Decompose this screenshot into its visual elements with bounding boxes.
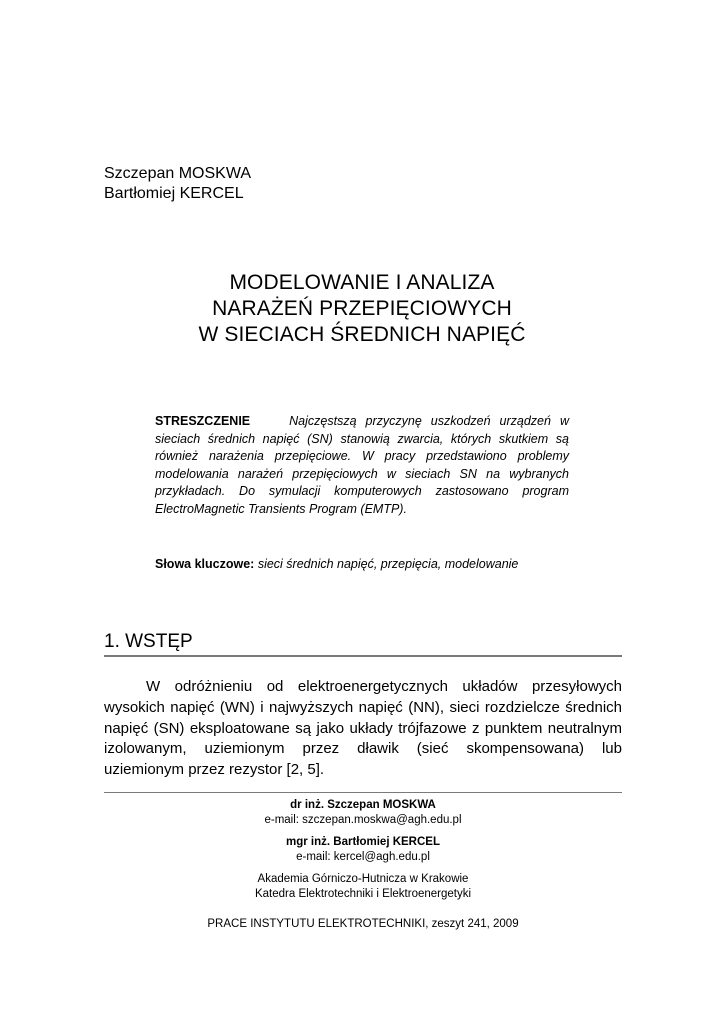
footnote-divider	[104, 792, 622, 793]
affiliation-author-name: mgr inż. Bartłomiej KERCEL	[286, 836, 440, 848]
author-name: Bartłomiej KERCEL	[104, 185, 244, 202]
section-heading: 1. WSTĘP	[104, 631, 193, 652]
title-line: W SIECIACH ŚREDNICH NAPIĘĆ	[198, 323, 526, 346]
journal-citation: PRACE INSTYTUTU ELEKTROTECHNIKI, zeszyt 241, 2009	[207, 918, 519, 930]
abstract-text: Najczęstszą przyczynę uszkodzeń urządzeń w sieciach średnich napięć (SN) stanowią zwarcia, których skutkiem są również narażenia przepięciowe. W pracy przedstawiono problemy modelowania narażeń przepięciowych w sieciach SN na wybranych przykładach. Do symulacji komputerowych zastosowano program ElectroMagnetic Transients Program (EMTP).	[155, 414, 569, 516]
keywords-text: sieci średnich napięć, przepięcia, modelowanie	[257, 557, 519, 571]
keywords-label: Słowa kluczowe:	[155, 557, 255, 571]
author-list	[104, 164, 251, 204]
affiliation-author-name: dr inż. Szczepan MOSKWA	[290, 799, 436, 811]
author-name: Szczepan MOSKWA	[104, 165, 252, 182]
affiliation-email: e-mail: szczepan.moskwa@agh.edu.pl	[264, 813, 462, 826]
title-line: MODELOWANIE I ANALIZA	[229, 271, 495, 294]
section-divider	[104, 655, 622, 657]
title-line: NARAŻEŃ PRZEPIĘCIOWYCH	[212, 297, 512, 320]
affiliation-department: Katedra Elektrotechniki i Elektroenergetyki	[254, 887, 472, 900]
abstract	[155, 413, 569, 519]
author-affiliations	[104, 798, 622, 901]
intro-paragraph: W odróżnieniu od elektroenergetycznych układów przesyłowych wysokich napięć (WN) i najwyższych napięć (NN), sieci rozdzielcze średnich napięć (SN) eksploatowane są jako układy trójfazowe z punktem neutralnym izolowanym, uziemionym przez dławik (sieć skompensowana) lub uziemionym przez rezystor [2, 5].	[104, 678, 622, 779]
paper-title	[0, 270, 724, 348]
affiliation-email: e-mail: kercel@agh.edu.pl	[296, 850, 430, 863]
intro-body	[104, 677, 622, 781]
affiliation-institution: Akademia Górniczo-Hutnicza w Krakowie	[257, 873, 469, 885]
abstract-label: STRESZCZENIE	[155, 414, 251, 428]
keywords	[155, 556, 595, 573]
